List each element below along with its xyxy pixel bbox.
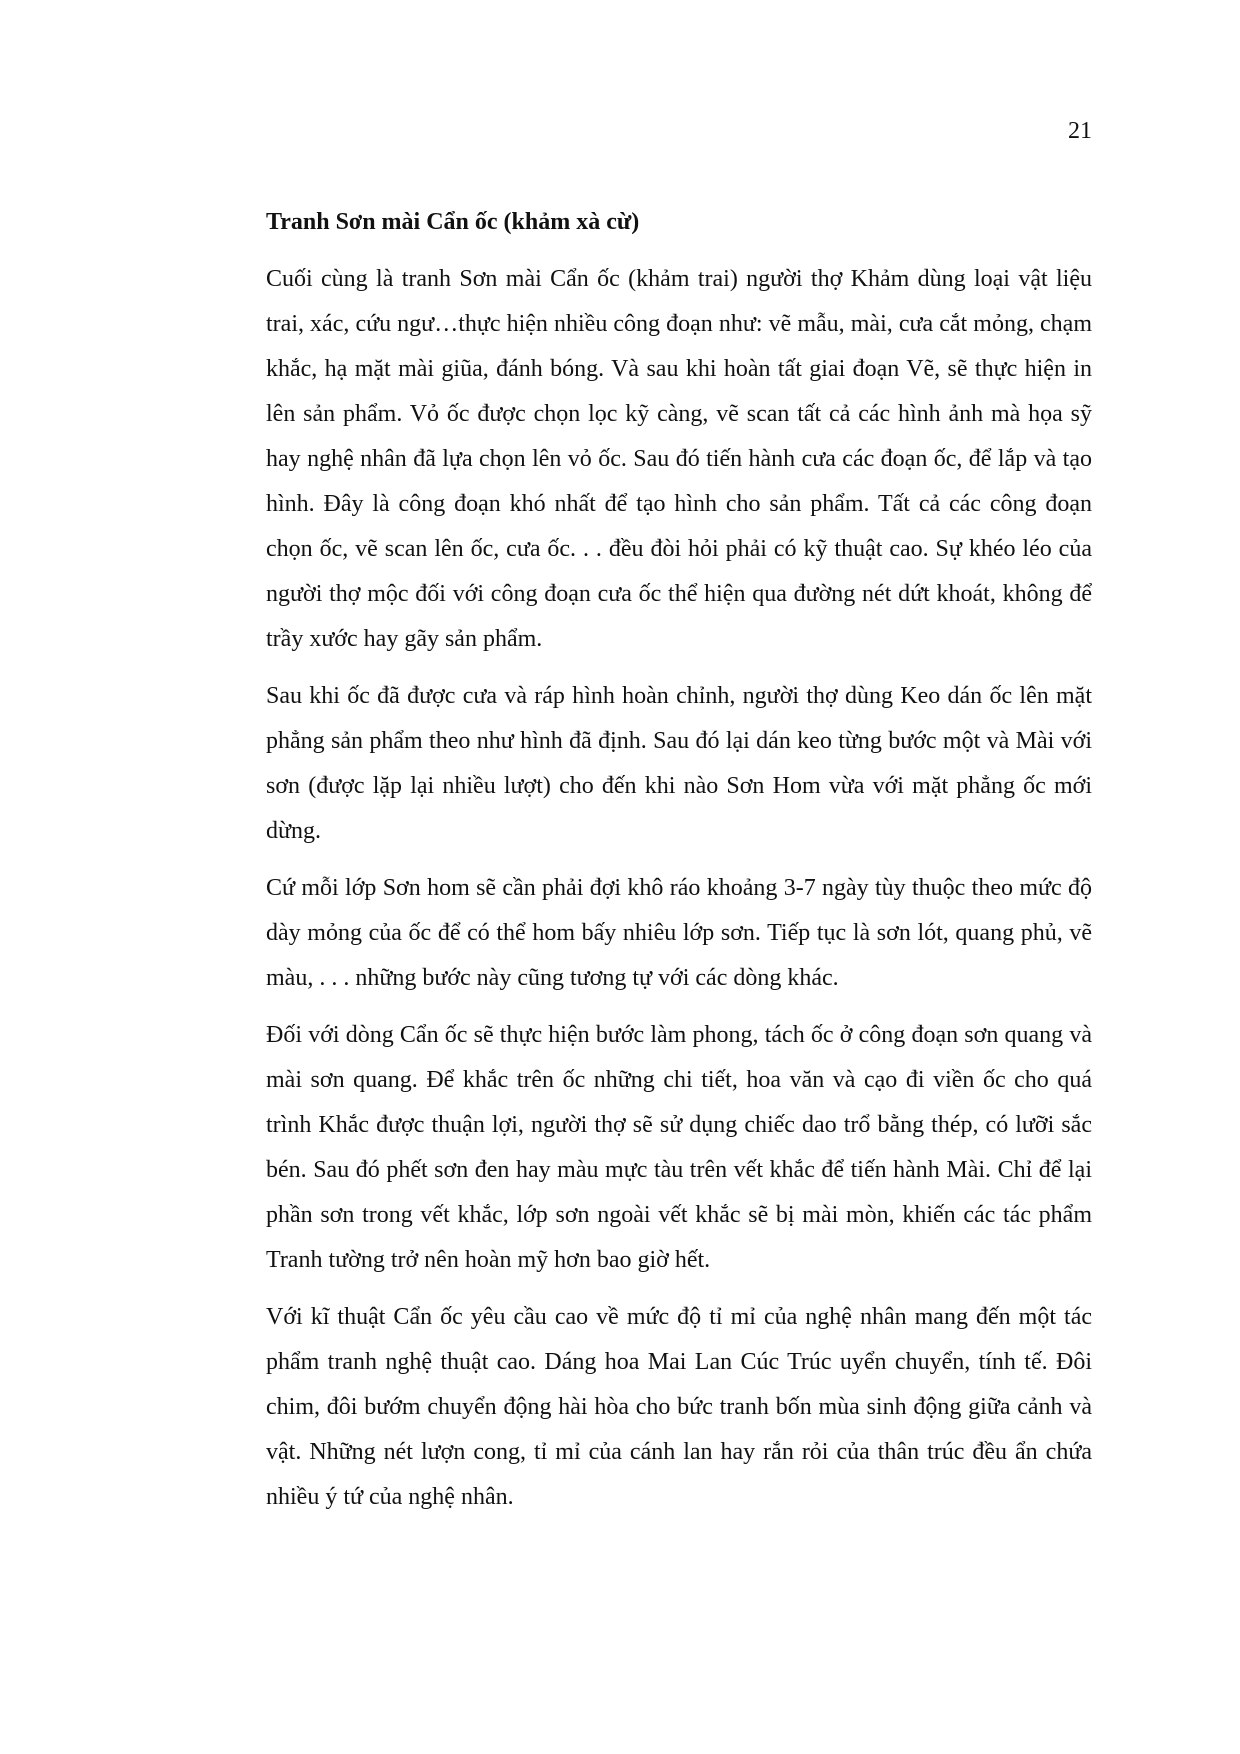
section-title: Tranh Sơn mài Cẩn ốc (khảm xà cừ) xyxy=(266,209,640,235)
paragraph-4: Đối với dòng Cẩn ốc sẽ thực hiện bước làm phong, tách ốc ở công đoạn sơn quang và mài sơn quang. Để khắc trên ốc những chi tiết, hoa văn và cạo đi viền ốc cho quá trình Khắc được thuận lợi, người thợ sẽ sử dụng chiếc dao trổ bằng thép, có lưỡi sắc bén. Sau đó phết sơn đen hay màu mực tàu trên vết khắc để tiến hành Mài. Chỉ để lại phần sơn trong vết khắc, lớp sơn ngoài vết khắc sẽ bị mài mòn, khiến các tác phẩm Tranh tường trở nên hoàn mỹ hơn bao giờ hết. xyxy=(266,1022,1092,1273)
page-content xyxy=(266,200,1092,1532)
paragraph-5: Với kĩ thuật Cẩn ốc yêu cầu cao về mức độ tỉ mỉ của nghệ nhân mang đến một tác phẩm tranh nghệ thuật cao. Dáng hoa Mai Lan Cúc Trúc uyển chuyển, tính tế. Đôi chim, đôi bướm chuyển động hài hòa cho bức tranh bốn mùa sinh động giữa cảnh và vật. Những nét lượn cong, tỉ mỉ của cánh lan hay rắn rỏi của thân trúc đều ẩn chứa nhiều ý tứ của nghệ nhân. xyxy=(266,1304,1092,1510)
paragraph-2: Sau khi ốc đã được cưa và ráp hình hoàn chỉnh, người thợ dùng Keo dán ốc lên mặt phẳng sản phẩm theo như hình đã định. Sau đó lại dán keo từng bước một và Mài với sơn (được lặp lại nhiều lượt) cho đến khi nào Sơn Hom vừa với mặt phẳng ốc mới dừng. xyxy=(266,683,1092,844)
paragraph-1: Cuối cùng là tranh Sơn mài Cẩn ốc (khảm trai) người thợ Khảm dùng loại vật liệu trai, xác, cứu ngư…thực hiện nhiều công đoạn như: vẽ mẫu, mài, cưa cắt mỏng, chạm khắc, hạ mặt mài giũa, đánh bóng. Và sau khi hoàn tất giai đoạn Vẽ, sẽ thực hiện in lên sản phẩm. Vỏ ốc được chọn lọc kỹ càng, vẽ scan tất cả các hình ảnh mà họa sỹ hay nghệ nhân đã lựa chọn lên vỏ ốc. Sau đó tiến hành cưa các đoạn ốc, để lắp và tạo hình. Đây là công đoạn khó nhất để tạo hình cho sản phẩm. Tất cả các công đoạn chọn ốc, vẽ scan lên ốc, cưa ốc. . . đều đòi hỏi phải có kỹ thuật cao. Sự khéo léo của người thợ mộc đối với công đoạn cưa ốc thể hiện qua đường nét dứt khoát, không để trầy xước hay gãy sản phẩm. xyxy=(266,266,1092,652)
paragraph-3: Cứ mỗi lớp Sơn hom sẽ cần phải đợi khô ráo khoảng 3-7 ngày tùy thuộc theo mức độ dày mỏng của ốc để có thể hom bấy nhiêu lớp sơn. Tiếp tục là sơn lót, quang phủ, vẽ màu, . . . những bước này cũng tương tự với các dòng khác. xyxy=(266,875,1092,991)
page-number: 21 xyxy=(1068,118,1092,144)
